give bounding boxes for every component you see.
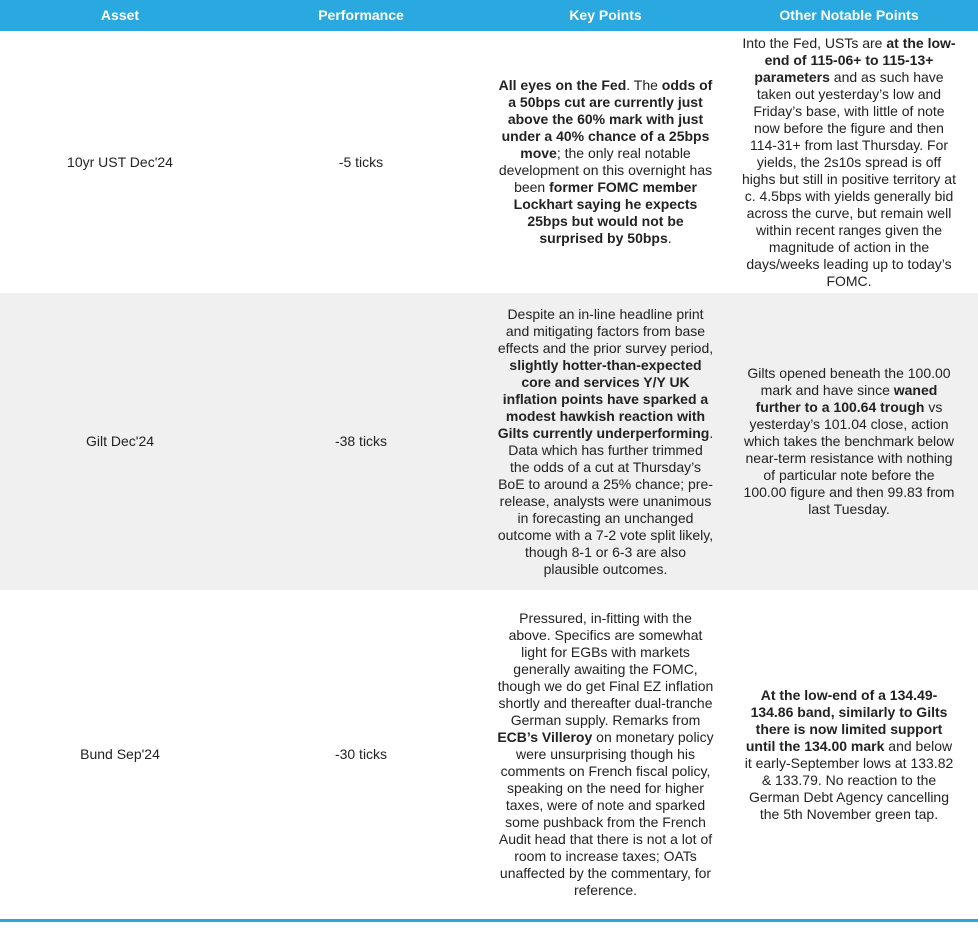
asset-name: Gilt Dec'24 — [85, 433, 155, 449]
asset-cell — [0, 590, 240, 919]
bold-run: All eyes on the Fed — [498, 77, 627, 93]
bold-run: former FOMC member Lockhart saying he expects 25bps but would not be surprised by 50bps — [513, 179, 698, 246]
table-row — [0, 293, 978, 590]
header-performance: Performance — [318, 7, 404, 23]
text-run: Pressured, in-fitting with the above. Specifics are somewhat light for EGBs with markets generally awaiting the FOMC, though we do get Final EZ inflation shortly and thereafter dual-tranche German supply. Remarks from — [497, 610, 714, 728]
table-bottom-rule — [0, 919, 978, 922]
text-run: vs yesterday’s 101.04 close, action which takes the benchmark below near-term resistance with nothing of particular note before the 100.00 figure and then 99.83 from last Tuesday. — [743, 399, 955, 517]
bold-run: waned further to a 100.64 trough — [755, 382, 938, 415]
text-run: . — [667, 230, 672, 246]
bold-run: odds of a 50bps cut are currently just above the 60% mark with just under a 40% chance of a 25bps move — [501, 77, 713, 161]
bold-run: at the low-end of 115-06+ to 115-13+ parameters — [754, 34, 956, 85]
performance-cell — [240, 590, 482, 919]
key-points-text — [497, 610, 714, 899]
other-points-cell — [741, 590, 957, 919]
other-points-text — [741, 365, 957, 518]
bold-run: At the low-end of a 134.49-134.86 band, similarly to Gilts there is now limited support until the 134.00 mark — [745, 686, 948, 754]
table-row — [0, 590, 978, 919]
key-points-cell — [497, 590, 714, 919]
key-points-text — [497, 77, 714, 247]
performance-value: -5 ticks — [338, 153, 384, 170]
text-run: . The — [626, 77, 662, 93]
other-points-cell — [741, 31, 957, 293]
other-points-text — [741, 35, 957, 290]
asset-cell — [0, 31, 240, 293]
other-points-cell — [741, 293, 957, 590]
key-points-cell — [497, 31, 714, 293]
table-row — [0, 31, 978, 293]
text-run: ; the only real notable development on this overnight has been — [498, 145, 713, 195]
table-header — [0, 0, 978, 31]
header-asset: Asset — [100, 7, 140, 23]
text-run: Into the Fed, USTs are — [742, 34, 887, 51]
asset-name: Bund Sep'24 — [80, 746, 160, 762]
performance-value: -38 ticks — [334, 433, 388, 449]
text-run: and below it early-September lows at 133.82 & 133.79. No reaction to the German Debt Agency cancelling the 5th November green tap. — [744, 737, 954, 822]
header-other-points: Other Notable Points — [779, 7, 919, 23]
performance-cell — [240, 31, 482, 293]
text-run: and as such have taken out yesterday’s low and Friday’s base, with little of note now before the figure and then 114-31+ from last Thursday. For yields, the 2s10s spread is off highs but still in positive territory at c. 4.5bps with yields generally bid across the curve, but remain well within recent ranges given the magnitude of action in the days/weeks leading up to today’s FOMC. — [742, 68, 956, 289]
key-points-cell — [497, 293, 714, 590]
key-points-text — [497, 306, 714, 578]
asset-name: 10yr UST Dec'24 — [67, 153, 173, 170]
text-run: Gilts opened beneath the 100.00 mark and have since — [747, 365, 951, 398]
other-points-text — [741, 687, 957, 823]
performance-cell — [240, 293, 482, 590]
text-run: on monetary policy were unsurprising though his comments on French fiscal policy, speaking on the need for higher taxes, were of note and sparked some pushback from the French Audit head that there is not a lot of room to increase taxes; OATs unaffected by the commentary, for reference. — [498, 729, 714, 898]
bold-run: ECB’s Villeroy — [497, 729, 593, 745]
header-key-points: Key Points — [569, 7, 642, 23]
bold-run: slightly hotter-than-expected core and services Y/Y UK inflation points have sparked a modest hawkish reaction with Gilts currently underperforming — [497, 356, 710, 441]
asset-cell — [0, 293, 240, 590]
text-run: . Data which has further trimmed the odds of a cut at Thursday’s BoE to around a 25% chance; pre-release, analysts were unanimous in forecasting an unchanged outcome with a 7-2 vote split likely, though 8-1 or 6-3 are also plausible outcomes. — [497, 424, 714, 577]
text-run: Despite an in-line headline print and mitigating factors from base effects and the prior survey period, — [497, 305, 714, 356]
performance-value: -30 ticks — [334, 746, 388, 762]
